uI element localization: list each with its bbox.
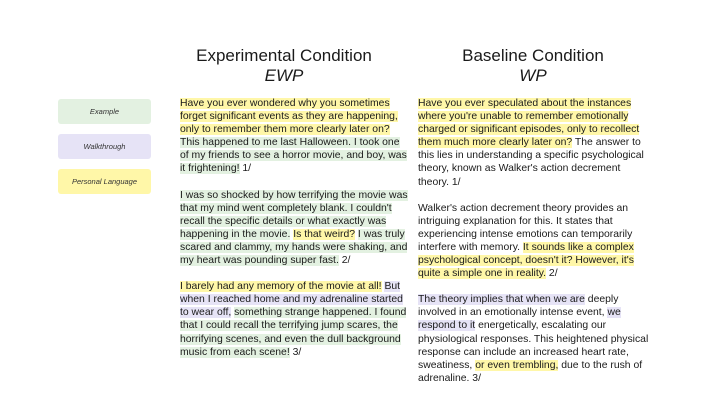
legend-walkthrough-label: Walkthrough [83, 142, 126, 151]
baseline-condition-subtitle: WP [519, 66, 547, 85]
baseline-paragraph-1 [418, 97, 650, 189]
baseline-condition-text [418, 97, 650, 398]
highlight-personal-language: It sounds like a complex psychological concept, doesn't it? However, it's quite a simple one in reality. [418, 241, 634, 280]
experimental-condition-subtitle: EWP [264, 66, 304, 85]
legend-example-label: Example [89, 107, 120, 116]
experimental-paragraph-2 [180, 189, 408, 268]
legend-example [58, 99, 151, 124]
baseline-condition-title: Baseline Condition [462, 46, 604, 65]
highlight-walkthrough: The theory implies that when we are [418, 294, 585, 306]
highlight-walkthrough: But when I reached home and my adrenaline started to wear off, [180, 281, 403, 319]
highlight-personal-language: Have you ever speculated about the instances where you're unable to remember emotionally charged or significant episodes, only to recollect them much more clearly later on? [418, 98, 640, 149]
experimental-condition-title: Experimental Condition [196, 46, 372, 65]
highlight-example: I was so shocked by how terrifying the movie was that my mind went completely blank. I couldn't recall the specific details or what exactly was happening in the movie. [180, 189, 408, 240]
plain-text: due to the rush of adrenaline. 3/ [418, 359, 643, 384]
highlight-personal-language: Is that weird? [293, 228, 356, 240]
baseline-paragraph-2 [418, 202, 650, 281]
plain-text: The answer to this lies in understanding a specific psychological theory, known as Walker's action decrement theory. 1/ [418, 137, 644, 188]
plain-text: 2/ [546, 268, 558, 280]
experimental-condition-header [180, 46, 388, 86]
experimental-paragraph-1 [180, 97, 408, 176]
highlight-personal-language: I barely had any memory of the movie at all! [180, 281, 382, 293]
highlight-example: This happened to me last Halloween. I took one of my friends to see a horror movie, and boy, was it frightening! [180, 137, 407, 175]
highlight-personal-language: Have you ever wondered why you sometimes forget significant events as they are happening, only to remember them more clearly later on? [180, 98, 398, 136]
legend-personal-language-label: Personal Language [71, 177, 138, 186]
experimental-paragraph-3 [180, 280, 408, 359]
plain-text: 1/ [239, 163, 252, 175]
baseline-paragraph-3 [418, 293, 650, 385]
legend-personal-language [58, 169, 151, 194]
baseline-condition-header [418, 46, 648, 86]
plain-text: 2/ [338, 255, 351, 267]
plain-text: energetically, escalating our physiological responses. This heightened physical response can include an increased heart rate, sweatiness, [418, 320, 649, 371]
legend-walkthrough [58, 134, 151, 159]
experimental-condition-text [180, 97, 408, 372]
plain-text: deeply involved in an emotionally intense event, [418, 294, 619, 319]
plain-text: 3/ [289, 346, 302, 358]
highlight-walkthrough: we respond to it [418, 307, 621, 332]
plain-text: Walker's action decrement theory provides an intriguing explanation for this. It states that experiencing intense emotions can temporarily interfere with memory. [418, 202, 633, 253]
highlight-example: I was truly scared and clammy, my hands were shaking, and my heart was pounding super fast. [180, 228, 408, 267]
highlight-example: something strange happened. I found that I could recall the terrifying jump scares, the horrifying scenes, and even the dull background music from each scene! [180, 307, 407, 358]
highlight-personal-language: or even trembling, [475, 359, 559, 371]
